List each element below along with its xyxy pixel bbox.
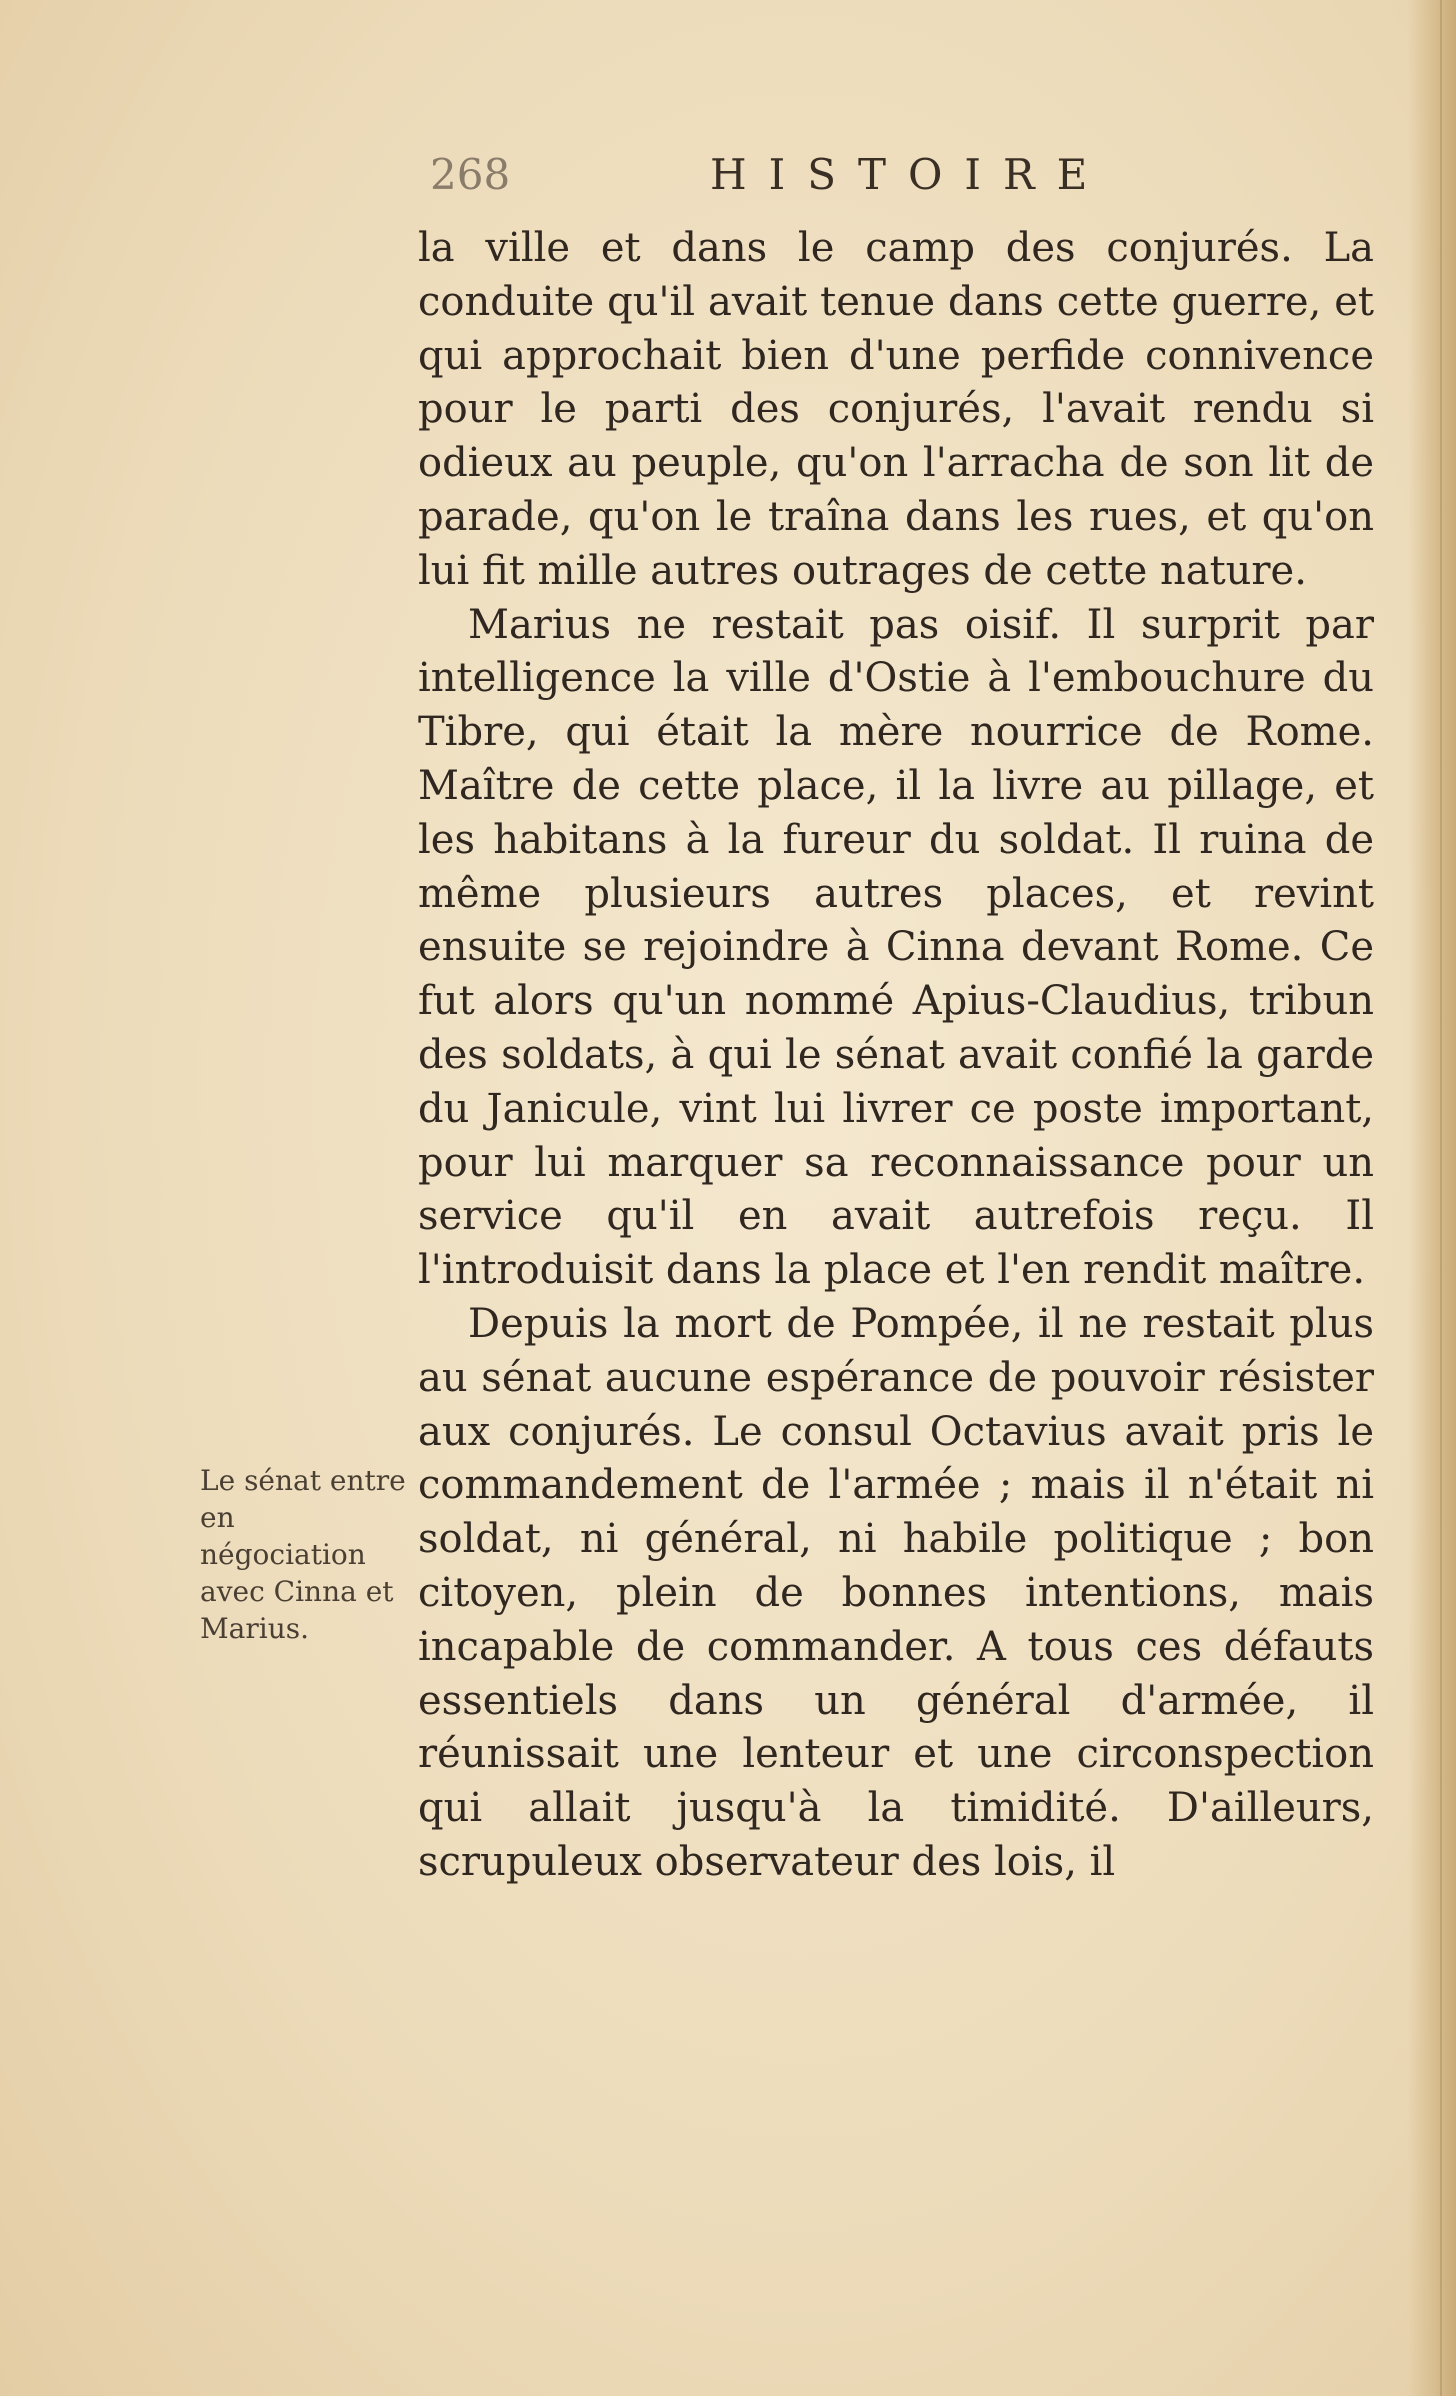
paragraph-3: Depuis la mort de Pompée, il ne restait plus au sénat aucune espérance de pouvoir résister aux conjurés. Le consul Octavius avait pris le commandement de l'armée ; mais il n'était ni soldat, ni général, ni habile politique ; bon citoyen, plein de bonnes intentions, mais incapable de commander. A tous ces défauts essentiels dans un général d'armée, il réunissait une lenteur et une circonspection qui allait jusqu'à la timidité. D'ailleurs, scrupuleux observateur des lois, il xyxy=(418,1300,1374,1885)
page-edge xyxy=(1408,0,1456,2396)
page-fold-line xyxy=(1440,0,1442,2396)
running-title: HISTOIRE xyxy=(710,150,1110,199)
margin-note: Le sénat entre en négociation avec Cinna et Marius. xyxy=(200,1464,406,1645)
page-number: 268 xyxy=(430,150,511,199)
body-text xyxy=(418,222,1374,1890)
running-head xyxy=(430,150,1280,220)
paragraph-2: Marius ne restait pas oisif. Il surprit par intelligence la ville d'Ostie à l'embouchure du Tibre, qui était la mère nourrice de Rome. Maître de cette place, il la livre au pillage, et les habitans à la fureur du soldat. Il ruina de même plusieurs autres places, et revint ensuite se rejoindre à Cinna devant Rome. Ce fut alors qu'un nommé Apius-Claudius, tribun des soldats, à qui le sénat avait confié la garde du Janicule, vint lui livrer ce poste important, pour lui marquer sa reconnaissance pour un service qu'il en avait autrefois reçu. Il l'introduisit dans la place et l'en rendit maître. xyxy=(418,601,1374,1294)
paragraph-1: la ville et dans le camp des conjurés. La conduite qu'il avait tenue dans cette guerre, et qui approchait bien d'une perfide connivence pour le parti des conjurés, l'avait rendu si odieux au peuple, qu'on l'arracha de son lit de parade, qu'on le traîna dans les rues, et qu'on lui fit mille autres outrages de cette nature. xyxy=(418,225,1374,594)
